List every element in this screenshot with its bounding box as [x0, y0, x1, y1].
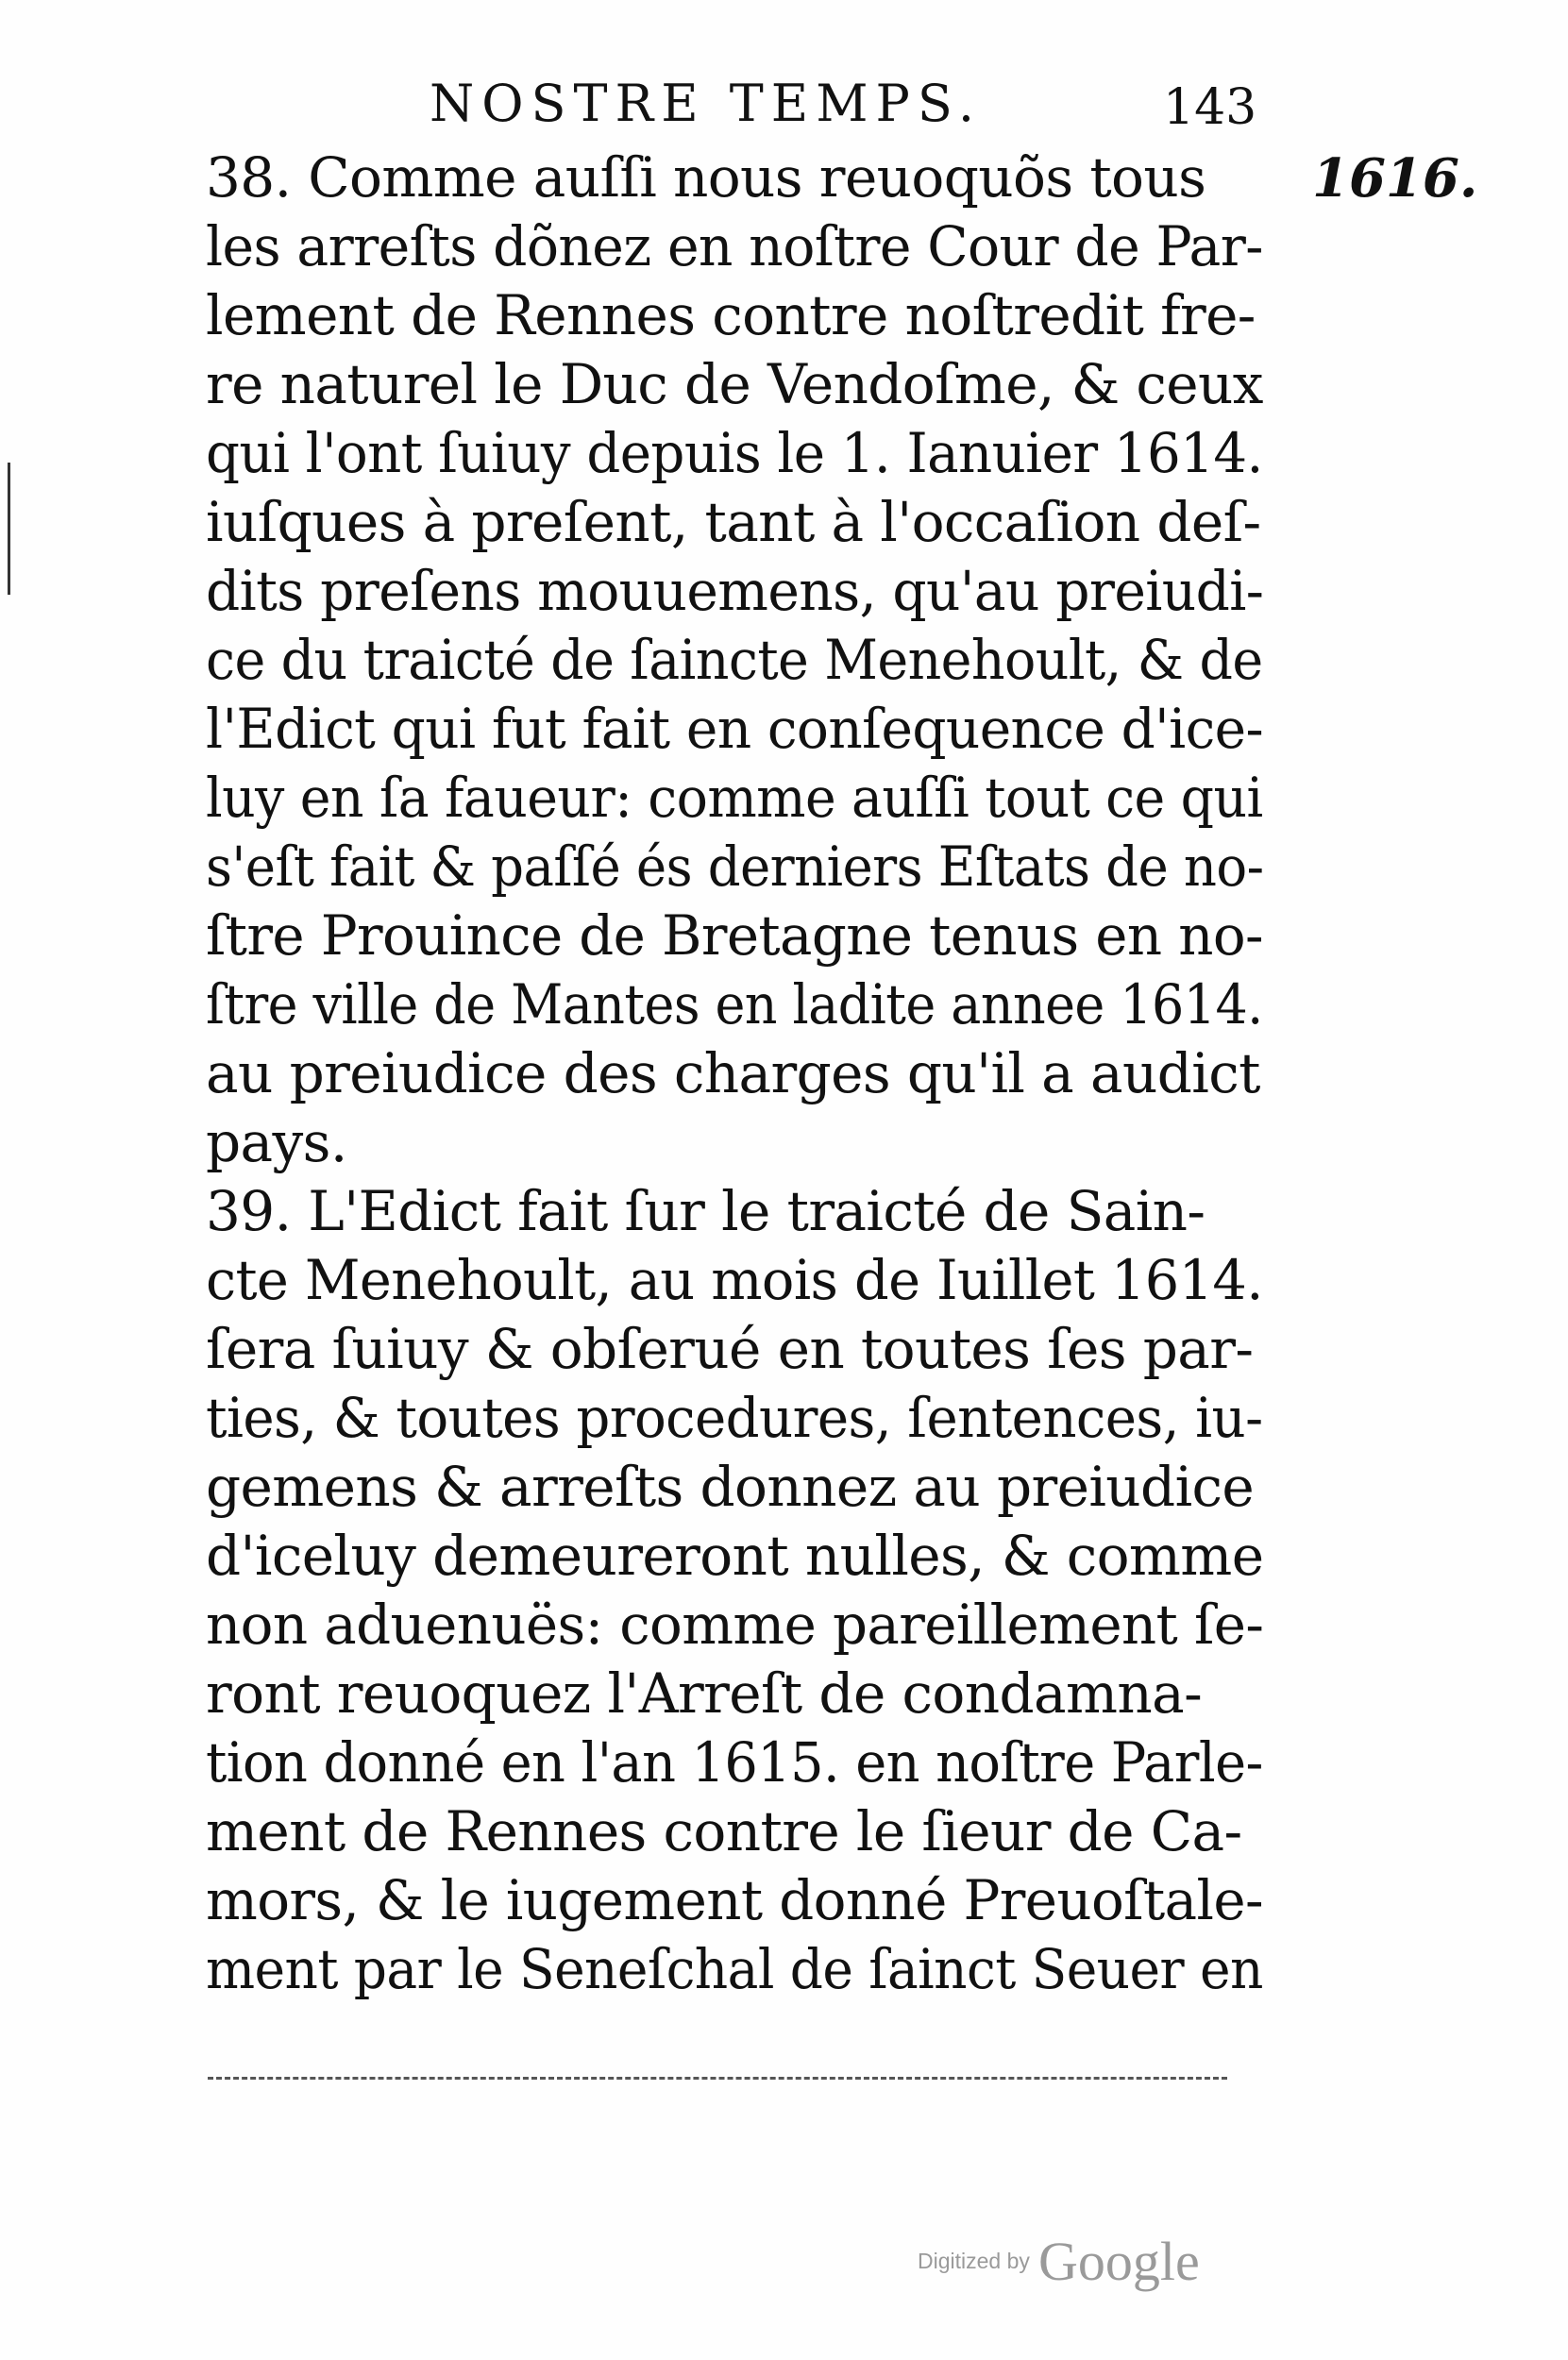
text-line: luy en ſa faueur: comme auſſi tout ce qui [206, 766, 1263, 830]
text-line: d'iceluy demeureront nulles, & comme [206, 1524, 1264, 1588]
text-line: dits preſens mouuemens, qu'au preiudi- [206, 559, 1264, 623]
text-line: ront reuoquez l'Arreſt de condamna- [206, 1661, 1203, 1726]
margin-year-note: 1616. [1312, 147, 1478, 210]
page-number: 143 [1163, 79, 1257, 136]
text-line: ſera ſuiuy & obſerué en toutes ſes par- [206, 1317, 1254, 1381]
margin-rule [8, 463, 10, 595]
bottom-rule [208, 2077, 1227, 2080]
text-line: gemens & arreſts donnez au preiudice [206, 1455, 1255, 1519]
text-line: ſtre Prouince de Bretagne tenus en no- [206, 903, 1263, 968]
text-line: l'Edict qui fut fait en conſequence d'ice- [206, 697, 1264, 761]
text-line: qui l'ont ſuiuy depuis le 1. Ianuier 1614. [206, 421, 1263, 485]
text-line: pays. [206, 1110, 347, 1174]
text-line: ment de Rennes contre le ſieur de Ca- [206, 1799, 1242, 1863]
text-line: 38. Comme auſſi nous reuoquõs tous [206, 145, 1206, 210]
text-line: iuſques à preſent, tant à l'occaſion deſ- [206, 490, 1261, 554]
text-line: ſtre ville de Mantes en ladite annee 1614. [206, 972, 1263, 1037]
text-line: ce du traicté de ſaincte Menehoult, & de [206, 628, 1263, 692]
watermark-prefix: Digitized by [918, 2249, 1030, 2273]
text-line: ties, & toutes procedures, ſentences, iu- [206, 1386, 1263, 1450]
text-line: re naturel le Duc de Vendoſme, & ceux [206, 352, 1263, 416]
running-title: NOSTRE TEMPS. [430, 74, 983, 133]
text-line: les arreſts dõnez en noſtre Cour de Par- [206, 214, 1263, 278]
text-line: cte Menehoult, au mois de Iuillet 1614. [206, 1248, 1263, 1312]
text-line: tion donné en l'an 1615. en noſtre Parle- [206, 1730, 1263, 1795]
text-line: ment par le Seneſchal de ſainct Seuer en [206, 1937, 1263, 2001]
text-line: mors, & le iugement donné Preuoſtale- [206, 1868, 1263, 1932]
body-text [206, 143, 1263, 2004]
text-line: s'eſt fait & paſſé és derniers Eſtats de no- [206, 834, 1264, 899]
text-line: lement de Rennes contre noſtredit fre- [206, 283, 1256, 347]
text-line: au preiudice des charges qu'il a audict [206, 1041, 1260, 1105]
digitization-watermark [918, 2230, 1200, 2293]
text-line: non aduenuës: comme pareillement ſe- [206, 1593, 1264, 1657]
text-line: 39. L'Edict fait ſur le traicté de Sain- [206, 1179, 1206, 1243]
watermark-brand: Google [1037, 2231, 1200, 2292]
